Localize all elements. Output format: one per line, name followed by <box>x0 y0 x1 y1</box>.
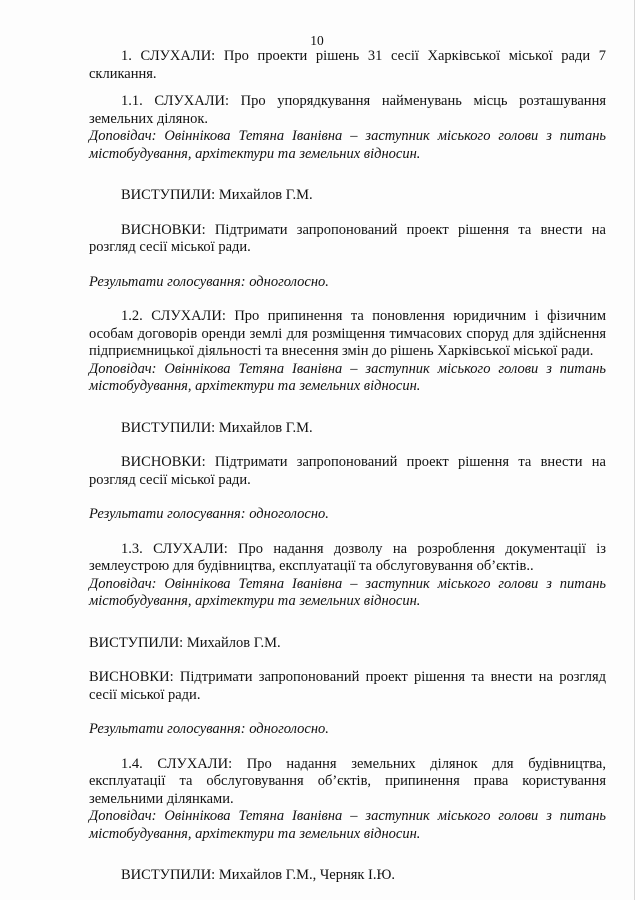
item-heard: 1.3. СЛУХАЛИ: Про надання дозволу на розроблення документації із землеустрою для будівництва, експлуатації та обслуговування об’єктів.. <box>89 540 606 574</box>
item-speaker: Доповідач: Овіннікова Тетяна Іванівна – заступник міського голови з питань містобудування, архітектури та земельних відносин. <box>89 808 606 842</box>
item-speaker: Доповідач: Овіннікова Тетяна Іванівна – заступник міського голови з питань містобудування, архітектури та земельних відносин. <box>89 360 606 394</box>
item-conclusion: ВИСНОВКИ: Підтримати запропонований проект рішення та внести на розгляд сесії міської ради. <box>89 454 606 488</box>
item-vote: Результати голосування: одноголосно. <box>89 506 329 522</box>
item-spoke: ВИСТУПИЛИ: Михайлов Г.М. <box>89 634 281 651</box>
item-vote: Результати голосування: одноголосно. <box>89 273 329 290</box>
section-heading: 1. СЛУХАЛИ: Про проекти рішень 31 сесії Харківської міської ради 7 скликання. <box>89 48 606 82</box>
item-conclusion: ВИСНОВКИ: Підтримати запропонований проект рішення та внести на розгляд сесії міської ради. <box>89 669 606 703</box>
item-speaker: Доповідач: Овіннікова Тетяна Іванівна – заступник міського голови з питань містобудування, архітектури та земельних відносин. <box>89 575 606 609</box>
item-vote: Результати голосування: одноголосно. <box>89 721 329 737</box>
item-heard: 1.4. СЛУХАЛИ: Про надання земельних ділянок для будівництва, експлуатації та обслуговування об’єктів, припинення права користування земельними ділянками. <box>89 755 606 807</box>
item-heard: 1.2. СЛУХАЛИ: Про припинення та поновлення юридичним і фізичним особам договорів оренди землі для розміщення тимчасових споруд для здійснення підприємницької діяльності та внесення змін до рішень Харківської міської ради. <box>89 308 606 359</box>
item-spoke: ВИСТУПИЛИ: Михайлов Г.М. <box>121 419 313 436</box>
item-speaker: Доповідач: Овіннікова Тетяна Іванівна – заступник міського голови з питань містобудування, архітектури та земельних відносин. <box>89 128 606 162</box>
item-spoke: ВИСТУПИЛИ: Михайлов Г.М., Черняк І.Ю. <box>121 867 396 883</box>
item-spoke: ВИСТУПИЛИ: Михайлов Г.М. <box>121 187 313 203</box>
item-conclusion: ВИСНОВКИ: Підтримати запропонований проект рішення та внести на розгляд сесії міської ради. <box>89 221 606 255</box>
minutes-body <box>89 48 606 885</box>
page-number: 10 <box>310 33 324 48</box>
item-heard: 1.1. СЛУХАЛИ: Про упорядкування найменувань місць розташування земельних ділянок. <box>89 93 606 127</box>
